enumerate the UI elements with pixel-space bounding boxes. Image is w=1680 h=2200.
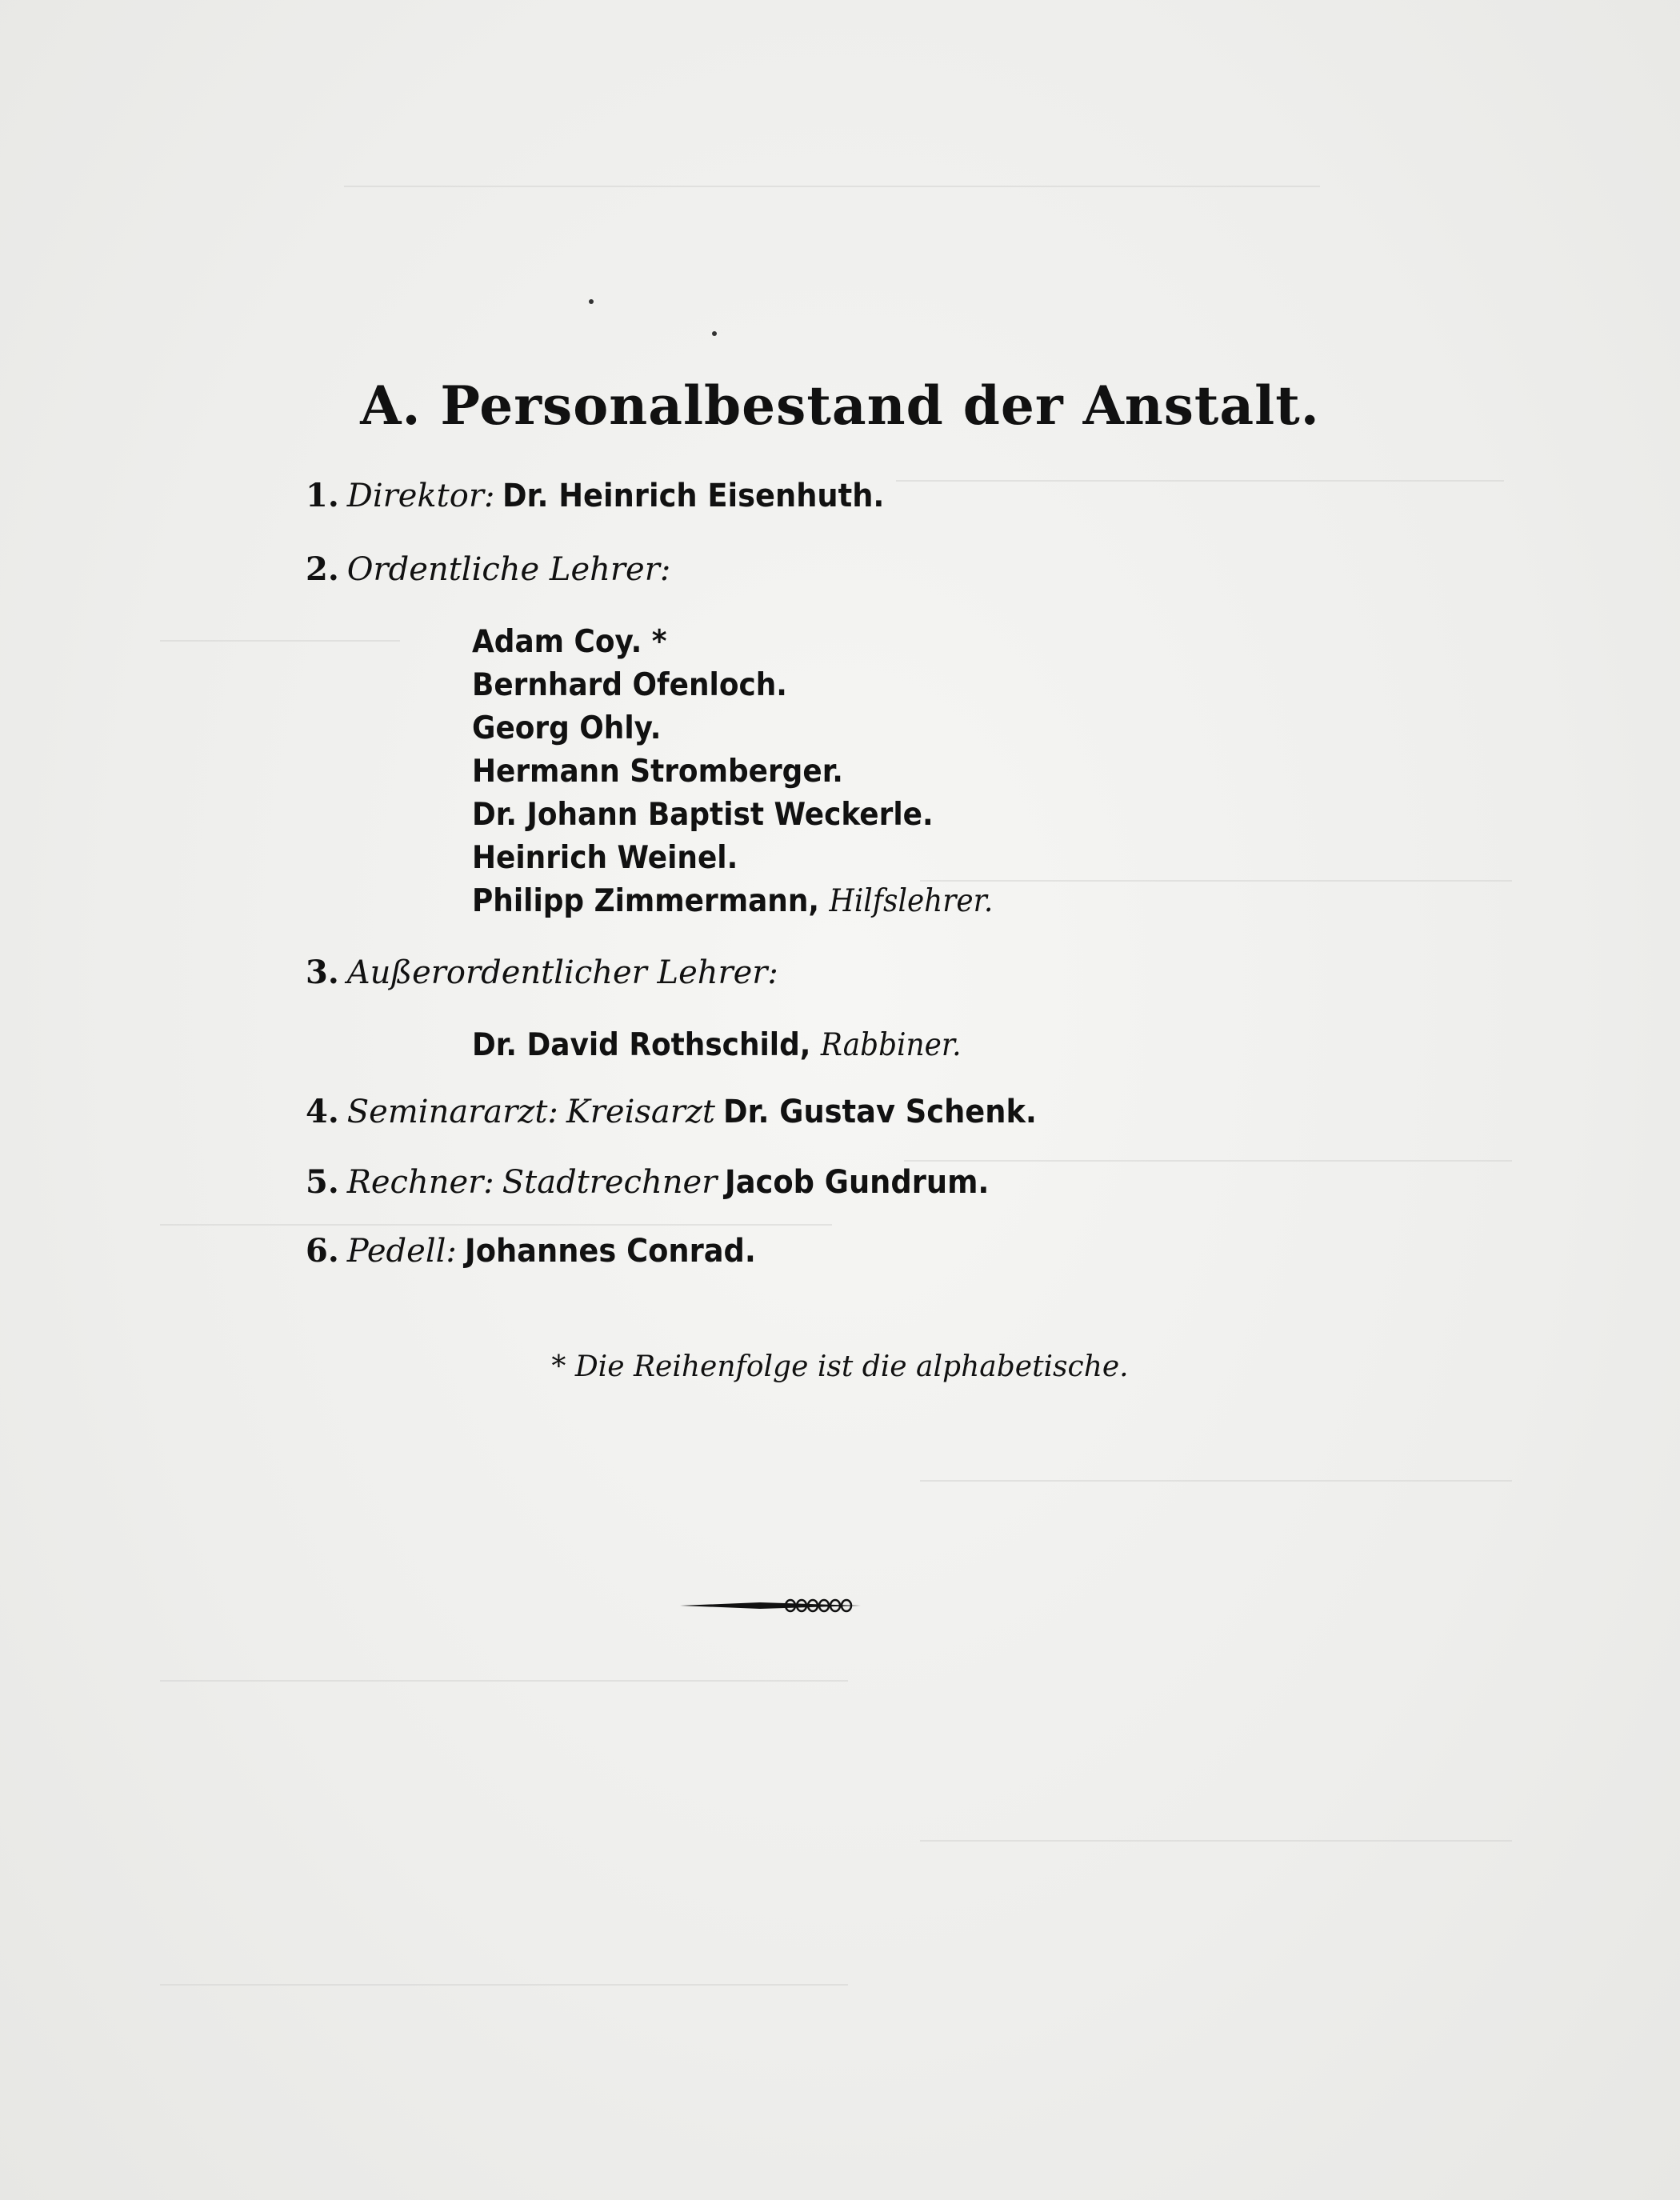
footnote: * Die Reihenfolge ist die alphabetische. xyxy=(551,1350,1129,1383)
item-number: 6. xyxy=(306,1232,339,1270)
teacher-name: Dr. David Rothschild, xyxy=(472,1027,811,1063)
ornament-divider xyxy=(680,1597,861,1614)
item-number: 5. xyxy=(306,1163,339,1201)
teacher-name: Adam Coy. * xyxy=(472,624,667,660)
bleed-through-line xyxy=(920,1840,1512,1842)
item-number: 4. xyxy=(306,1093,339,1130)
item-name: Johannes Conrad. xyxy=(464,1233,756,1270)
teacher-name: Heinrich Weinel. xyxy=(472,840,738,876)
bleed-through-line xyxy=(344,186,1320,187)
teacher-entry-rabbi xyxy=(472,1027,961,1063)
teacher-name: Dr. Johann Baptist Weckerle. xyxy=(472,797,934,833)
item-label: Rechner: xyxy=(346,1164,494,1201)
print-speck xyxy=(589,299,594,304)
teacher-name: Philipp Zimmermann, xyxy=(472,883,820,919)
item-label: Seminararzt: xyxy=(346,1094,558,1130)
teacher-entry-assistant xyxy=(472,883,993,919)
bleed-through-line xyxy=(896,480,1504,482)
item-label: Außerordentlicher Lehrer: xyxy=(346,954,778,991)
teacher-name: Georg Ohly. xyxy=(472,710,662,746)
bleed-through-line xyxy=(904,1160,1512,1162)
list-item-director xyxy=(306,477,918,514)
item-title: Stadtrechner xyxy=(502,1164,718,1201)
item-number: 3. xyxy=(306,954,339,991)
teacher-role: Hilfslehrer. xyxy=(829,883,994,919)
bleed-through-line xyxy=(160,1984,848,1986)
page-title: A. Personalbestand der Anstalt. xyxy=(360,374,1320,437)
bleed-through-line xyxy=(920,880,1512,882)
item-label: Pedell: xyxy=(346,1233,457,1270)
list-item-regular-teachers xyxy=(306,550,670,588)
item-name: Dr. Gustav Schenk. xyxy=(723,1094,1037,1130)
item-number: 1. xyxy=(306,477,339,514)
item-name: Jacob Gundrum. xyxy=(725,1164,990,1201)
item-label: Direktor: xyxy=(346,478,495,514)
item-label: Ordentliche Lehrer: xyxy=(346,551,671,588)
list-item-janitor xyxy=(306,1232,781,1270)
list-item-extraordinary-teacher xyxy=(306,954,778,991)
list-item-accountant xyxy=(306,1163,1012,1201)
item-number: 2. xyxy=(306,550,339,588)
teacher-name: Bernhard Ofenloch. xyxy=(472,667,787,703)
bleed-through-line xyxy=(160,1224,832,1226)
bleed-through-line xyxy=(920,1480,1512,1482)
bleed-through-line xyxy=(160,1680,848,1682)
bleed-through-line xyxy=(160,640,400,642)
print-speck xyxy=(712,331,717,336)
list-item-seminary-doctor xyxy=(306,1093,1064,1130)
teacher-role: Rabbiner. xyxy=(820,1027,962,1063)
item-title: Kreisarzt xyxy=(566,1094,716,1130)
item-name: Dr. Heinrich Eisenhuth. xyxy=(502,478,885,514)
teacher-name: Hermann Stromberger. xyxy=(472,754,843,790)
